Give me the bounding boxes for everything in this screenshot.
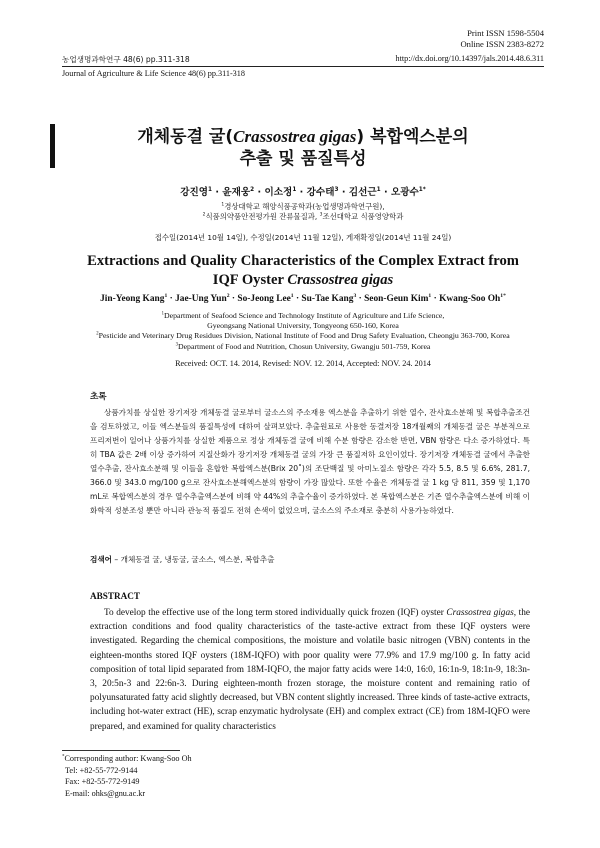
ko-author: 윤재웅$^2$ <box>222 186 255 198</box>
en-author: Kwang-Soo $Oh^{1*}$ <box>439 292 506 304</box>
ko-aff-3: 조선대학교 식품영양학과 <box>322 212 404 221</box>
ko-author: 김선근$^1$ <box>348 186 381 198</box>
keywords-label: 검색어 <box>90 555 113 564</box>
doi-link[interactable]: http://dx.doi.org/10.14397/jals.2014.48.6.311 <box>395 54 544 63</box>
print-issn: Print ISSN 1598-5504 <box>467 28 544 38</box>
english-authors: Jin-Yeong Kang$^1$ · Jae-Ung Yun$^2$ · So-Jeong Lee$^1$ · Su-Tae Kang$^3$ · Seon-Geun Kim$^1$ · Kwang-Soo $Oh^{1*}$ <box>100 292 506 304</box>
en-aff-1: Department of Seafood Science and Technology Institute of Agriculture and Life Science, <box>164 311 445 320</box>
english-abstract-heading: ABSTRACT <box>90 591 141 601</box>
footnote-tel: Tel: +82-55-772-9144 <box>65 765 138 775</box>
running-header-en <box>62 69 544 78</box>
korean-affiliations: $^1$경상대학교 해양식품공학과(농업생명과학연구원), $^2$식품의약품안전평가원 잔류물질과, $^3$조선대학교 식품영양학과 <box>202 202 404 221</box>
ko-author: 강수태$^3$ <box>306 186 339 198</box>
korean-keywords <box>90 554 530 565</box>
english-title-species: Crassostrea gigas <box>287 272 394 288</box>
header-rule <box>62 66 544 67</box>
english-affiliations: $^1$Department of Seafood Science and Technology Institute of Agriculture and Life Science, Gyeongsang National University, Tongyeong 650-160, Korea $^2$Pesticide and Veterinary Drug Residues Division, National Institute of Food and Drug Safety Evaluation, Cheongju 363-700, Korea $^3$Department of Food and Nutrition, Chosun University, Gwangju 501-759, Korea <box>62 311 544 352</box>
en-author: Su-Tae Kang$^3$ <box>301 292 357 304</box>
korean-title-species: Crassostrea gigas <box>233 127 357 146</box>
keywords-list: – 개체동결 굴, 냉동굴, 굴소스, 엑스분, 복합추출 <box>112 555 275 564</box>
en-author: Seon-Geun Kim$^1$ <box>364 292 432 304</box>
english-title-line1: Extractions and Quality Characteristics of the Complex Extract from <box>87 253 519 269</box>
en-aff-3: Department of Food and Nutrition, Chosun University, Gwangju 501-759, Korea <box>177 341 431 351</box>
corresponding-footnote: *Corresponding author: Kwang-Soo Oh Tel: +82-55-772-9144 Fax: +82-55-772-9149 E-mail: ohks@gnu.ac.kr <box>62 754 192 798</box>
korean-title-line2: 추출 및 품질특성 <box>239 149 367 169</box>
english-title-line2: IQF Oyster Crassostrea gigas <box>212 272 394 288</box>
issn-block <box>460 28 544 49</box>
english-dates: Received: OCT. 14. 2014, Revised: NOV. 12. 2014, Accepted: NOV. 24. 2014 <box>175 359 431 368</box>
ko-author: 오광수$^{1*}$ <box>390 186 426 198</box>
ko-aff-1: 경상대학교 해양식품공학과(농업생명과학연구원), <box>224 202 385 211</box>
footnote-email[interactable]: E-mail: ohks@gnu.ac.kr <box>65 788 146 798</box>
en-aff-2: Pesticide and Veterinary Drug Residues Division, National Institute of Food and Drug Safety Evaluation, Cheongju 363-700, Korea <box>98 331 510 341</box>
margin-bar <box>50 124 55 168</box>
korean-abstract: 상품가치를 상실한 장기저장 개체동결 굴로부터 굴소스의 주소재용 엑스분을 추출하기 위한 열수, 잔사효소분해 및 복합추출조건을 검토하였고, 이들 엑스분들의 품질특성에 대하여 살펴보았다. 추출원료로 사용한 동결저장 18개월째의 개체동결 굴은 부분적으로 프리저번이 일어나 상품가치를 상실한 제품으로 정상 개체동결 굴에 비해 수분 함량은 감소한 반면, VBN 함량은 다소 증가하였다. 특히 TBA 값은 2배 이상 증가하여 지질산화가 장기저장 개체동결 굴의 가장 큰 품질저하 요인이었다. 장기저장 개체동결 굴에서 추출한 열수추출, 잔사효소분해 및 이들을 혼합한 복합엑스분(Brix 20˚)의 조단백질 및 아미노질소 함량은 각각 5.5, 8.5 및 6.6%, 281.7, 366.0 및 343.0 mg/100 g으로 잔사효소분해엑스분의 함량이 가장 많았다. 또한 수율은 개체동결 굴 1 kg 당 811, 359 및 1,170 mL로 복합엑스분의 경우 열수추출엑스분에 비해 약 44%의 추출수율이 증가하였다. 본 복합엑스분은 기존 열수추출엑스분에 비해 이화학적 성분조성 뿐만 아니라 관능적 품질도 전혀 손색이 없었으며, 굴소스의 주소재로 충분히 사용가능하였다. <box>90 408 530 515</box>
online-issn: Online ISSN 2383-8272 <box>460 38 544 49</box>
ko-author: 강진영$^1$ <box>180 186 213 198</box>
korean-title <box>62 126 544 170</box>
en-author: Jin-Yeong Kang$^1$ <box>100 292 168 304</box>
korean-abstract-heading: 초록 <box>90 392 107 402</box>
korean-dates: 접수일(2014년 10월 14일), 수정일(2014년 11월 12일), 게재확정일(2014년 11월 24일) <box>154 233 452 242</box>
journal-en: Journal of Agriculture & Life Science 48(6) pp.311-318 <box>62 69 245 78</box>
footnote-fax: Fax: +82-55-772-9149 <box>65 777 140 786</box>
abstract-species: Crassostrea gigas <box>446 608 514 618</box>
en-author: Jae-Ung Yun$^2$ <box>175 292 230 304</box>
korean-authors: 강진영$^1$ · 윤재웅$^2$ · 이소정$^1$ · 강수태$^3$ · 김선근$^1$ · 오광수$^{1*}$ <box>180 186 426 198</box>
en-aff-1b: Gyeongsang National University, Tongyeong 650-160, Korea <box>207 321 399 331</box>
journal-ko: 농업생명과학연구 48(6) pp.311-318 <box>62 55 190 64</box>
corresponding-author: Corresponding author: Kwang-Soo Oh <box>64 754 192 763</box>
ko-author: 이소정$^1$ <box>264 186 297 198</box>
english-abstract: To develop the effective use of the long term stored individually quick frozen (IQF) oyster Crassostrea gigas, the extraction conditions and food quality characteristics of the taste-active extract from these IQF oysters were investigated. Regarding the chemical compositions, the moisture and volatile basic nitrogen (VBN) contents in the eighteen-months stored IQF oysters (18M-IQFO) with poor quality were 77.9% and 17.9 mg/100 g. In fatty acid composition of total lipid separated from 18M-IQFO, the major fatty acids were 14:0, 16:0, 16:1n-9, 18:1n-9, 18:3n-3, 20:5n-3 and 22:6n-3. During eighteen-month frozen storage, the moisture content and remaining ratio of polyunsaturated fatty acid slightly decreased, but VBN content slightly increased. Three kinds of taste-active extracts, including hot-water extract (HE), scrap enzymatic hydrolysate (EH) and complex extract (CE) from 18M-IQFO were prepared, and examined for quality characteristics <box>90 608 530 732</box>
running-header <box>62 54 544 65</box>
english-title <box>62 252 544 290</box>
ko-aff-2: 식품의약품안전평가원 잔류물질과, <box>205 212 320 221</box>
en-author: So-Jeong Lee$^1$ <box>237 292 294 304</box>
footnote-rule <box>62 750 180 751</box>
korean-title-line1: 개체동결 굴(Crassostrea gigas) 복합엑스분의 <box>137 127 469 147</box>
